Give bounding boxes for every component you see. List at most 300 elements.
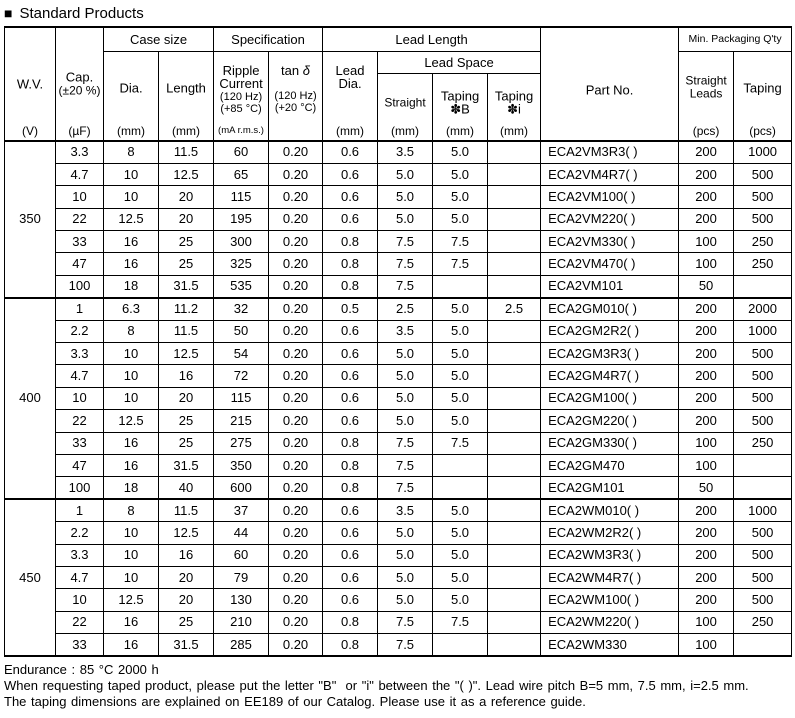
lead-dia-cell: 0.8 (323, 611, 378, 633)
straight-leads-qty-cell: 100 (679, 454, 734, 476)
table-row (5, 387, 792, 409)
straight-lead-space-cell: 5.0 (378, 589, 433, 611)
lead-dia-cell: 0.6 (323, 320, 378, 342)
lead-dia-cell: 0.6 (323, 410, 378, 432)
taping-b-line2: ✽B (450, 101, 470, 117)
length-cell: 25 (159, 432, 214, 454)
ripple-current-cell: 535 (214, 275, 269, 297)
straight-leads-line1: Straight (685, 73, 727, 88)
taping-i-cell (488, 634, 541, 656)
cap-cell: 47 (56, 253, 104, 275)
dia-cell: 16 (104, 231, 159, 253)
tan-delta-cell: 0.20 (269, 365, 323, 387)
lead-dia-cell: 0.8 (323, 231, 378, 253)
table-row (5, 566, 792, 588)
ripple-label (214, 64, 268, 115)
taping-qty-unit: (pcs) (749, 124, 776, 138)
lead-dia-line1: Lead (335, 62, 365, 78)
dia-cell: 10 (104, 387, 159, 409)
ripple-current-cell: 195 (214, 208, 269, 230)
length-cell: 31.5 (159, 275, 214, 297)
straight-leads-qty-cell: 100 (679, 611, 734, 633)
table-row (5, 163, 792, 185)
straight-leads-qty-cell: 200 (679, 365, 734, 387)
taping-qty-cell: 250 (734, 611, 792, 633)
part-no-cell: ECA2VM101 (541, 275, 679, 297)
straight-lead-space-cell: 7.5 (378, 634, 433, 656)
tan-delta-cell: 0.20 (269, 589, 323, 611)
part-no-cell: ECA2WM010( ) (541, 499, 679, 521)
lead-dia-cell: 0.6 (323, 141, 378, 163)
part-no-cell: ECA2VM4R7( ) (541, 163, 679, 185)
straight-leads-qty-cell: 200 (679, 566, 734, 588)
cap-cell: 10 (56, 186, 104, 208)
ripple-current-cell: 275 (214, 432, 269, 454)
group-header-lead-length: Lead Length (323, 27, 541, 51)
length-cell: 16 (159, 544, 214, 566)
ripple-line1: Ripple (222, 62, 260, 78)
taping-i-line2: ✽i (507, 101, 521, 117)
voltage-group (5, 141, 792, 298)
length-cell: 31.5 (159, 634, 214, 656)
dia-cell: 10 (104, 566, 159, 588)
tan-delta-cell: 0.20 (269, 499, 323, 521)
length-unit: (mm) (172, 124, 200, 138)
taping-b-cell: 5.0 (433, 522, 488, 544)
taping-i-cell: 2.5 (488, 298, 541, 320)
tan-delta-cell: 0.20 (269, 544, 323, 566)
group-header-case-size: Case size (104, 27, 214, 51)
table-row (5, 253, 792, 275)
taping-b-label (433, 89, 487, 116)
dia-cell: 12.5 (104, 208, 159, 230)
tan-delta-cell: 0.20 (269, 186, 323, 208)
lead-dia-cell: 0.6 (323, 186, 378, 208)
straight-leads-qty-cell: 200 (679, 522, 734, 544)
dia-cell: 16 (104, 611, 159, 633)
straight-lead-space-cell: 3.5 (378, 499, 433, 521)
ripple-current-cell: 285 (214, 634, 269, 656)
taping-i-cell (488, 566, 541, 588)
cap-cell: 100 (56, 275, 104, 297)
lead-dia-cell: 0.8 (323, 275, 378, 297)
taping-i-cell (488, 253, 541, 275)
straight-leads-qty-cell: 200 (679, 589, 734, 611)
straight-leads-qty-cell: 200 (679, 410, 734, 432)
cap-cell: 47 (56, 454, 104, 476)
tan-delta-cell: 0.20 (269, 320, 323, 342)
straight-leads-qty-cell: 100 (679, 231, 734, 253)
straight-unit: (mm) (391, 124, 419, 138)
table-row (5, 410, 792, 432)
taping-i-line1: Taping (494, 88, 534, 104)
lead-dia-unit: (mm) (336, 124, 364, 138)
tan-delta-line1: tan δ (281, 62, 310, 78)
dia-cell: 8 (104, 141, 159, 163)
length-cell: 20 (159, 589, 214, 611)
cap-cell: 3.3 (56, 544, 104, 566)
dia-cell: 18 (104, 477, 159, 499)
length-cell: 20 (159, 208, 214, 230)
part-no-cell: ECA2GM220( ) (541, 410, 679, 432)
straight-lead-space-cell: 5.0 (378, 186, 433, 208)
taping-i-cell (488, 141, 541, 163)
dia-cell: 10 (104, 522, 159, 544)
wv-unit: (V) (22, 124, 38, 138)
lead-dia-cell: 0.6 (323, 387, 378, 409)
length-cell: 20 (159, 566, 214, 588)
group-header-lead-space: Lead Space (378, 51, 541, 73)
taping-qty-cell: 500 (734, 410, 792, 432)
lead-dia-cell: 0.6 (323, 499, 378, 521)
voltage-group (5, 298, 792, 500)
footnote-endurance: Endurance : 85 °C 2000 h (4, 661, 159, 677)
table-row (5, 477, 792, 499)
ripple-current-cell: 50 (214, 320, 269, 342)
col-header-length (159, 51, 214, 141)
section-title-label: Standard Products (19, 4, 144, 22)
cap-cell: 22 (56, 208, 104, 230)
taping-b-cell: 5.0 (433, 410, 488, 432)
col-header-ripple-current (214, 51, 269, 141)
straight-lead-space-cell: 7.5 (378, 454, 433, 476)
length-cell: 20 (159, 387, 214, 409)
dia-cell: 12.5 (104, 410, 159, 432)
group-header-specification: Specification (214, 27, 323, 51)
ripple-current-cell: 60 (214, 544, 269, 566)
taping-b-cell: 5.0 (433, 163, 488, 185)
ripple-current-cell: 350 (214, 454, 269, 476)
taping-b-cell: 7.5 (433, 611, 488, 633)
tan-delta-cell: 0.20 (269, 275, 323, 297)
dia-cell: 10 (104, 186, 159, 208)
lead-dia-cell: 0.6 (323, 343, 378, 365)
tan-delta-cell: 0.20 (269, 432, 323, 454)
taping-qty-cell: 2000 (734, 298, 792, 320)
part-no-cell: ECA2GM330( ) (541, 432, 679, 454)
straight-lead-space-cell: 5.0 (378, 365, 433, 387)
straight-lead-space-cell: 5.0 (378, 208, 433, 230)
straight-leads-unit: (pcs) (692, 124, 720, 138)
dia-cell: 10 (104, 163, 159, 185)
taping-i-cell (488, 410, 541, 432)
taping-qty-cell (734, 634, 792, 656)
straight-lead-space-cell: 5.0 (378, 163, 433, 185)
wv-label: W.V. (16, 76, 44, 92)
length-cell: 25 (159, 253, 214, 275)
col-header-lead-dia (323, 51, 378, 141)
table-row (5, 231, 792, 253)
part-no-cell: ECA2WM3R3( ) (541, 544, 679, 566)
lead-dia-cell: 0.8 (323, 477, 378, 499)
taping-b-cell: 5.0 (433, 320, 488, 342)
taping-b-cell (433, 454, 488, 476)
cap-cell: 2.2 (56, 522, 104, 544)
length-cell: 25 (159, 231, 214, 253)
taping-i-cell (488, 320, 541, 342)
tan-delta-label (269, 64, 322, 115)
taping-qty-cell: 1000 (734, 141, 792, 163)
col-header-taping-i (488, 73, 541, 141)
taping-qty-cell: 500 (734, 589, 792, 611)
taping-i-cell (488, 477, 541, 499)
taping-qty-cell (734, 477, 792, 499)
taping-i-cell (488, 186, 541, 208)
part-no-cell: ECA2VM3R3( ) (541, 141, 679, 163)
ripple-current-cell: 215 (214, 410, 269, 432)
dia-cell: 18 (104, 275, 159, 297)
table-row (5, 141, 792, 163)
table-row (5, 589, 792, 611)
cap-cell: 4.7 (56, 566, 104, 588)
part-no-cell: ECA2VM220( ) (541, 208, 679, 230)
table-row (5, 298, 792, 320)
cap-unit: (µF) (68, 124, 91, 138)
lead-dia-cell: 0.6 (323, 522, 378, 544)
taping-i-cell (488, 387, 541, 409)
length-cell: 11.5 (159, 320, 214, 342)
part-no-cell: ECA2GM010( ) (541, 298, 679, 320)
part-no-cell: ECA2GM470 (541, 454, 679, 476)
part-no-cell: ECA2WM4R7( ) (541, 566, 679, 588)
straight-leads-qty-cell: 100 (679, 634, 734, 656)
lead-dia-cell: 0.8 (323, 634, 378, 656)
taping-i-cell (488, 611, 541, 633)
dia-cell: 8 (104, 499, 159, 521)
col-header-cap (56, 27, 104, 141)
lead-dia-cell: 0.8 (323, 253, 378, 275)
taping-b-cell: 5.0 (433, 208, 488, 230)
spacer (269, 77, 322, 90)
col-header-straight-leads (679, 51, 734, 141)
straight-lead-space-cell: 5.0 (378, 387, 433, 409)
dia-cell: 10 (104, 544, 159, 566)
tan-delta-cell: 0.20 (269, 611, 323, 633)
cap-cell: 10 (56, 589, 104, 611)
ripple-line3: (120 Hz) (219, 90, 263, 103)
length-cell: 11.5 (159, 499, 214, 521)
col-header-dia (104, 51, 159, 141)
col-header-taping-b (433, 73, 488, 141)
lead-dia-cell: 0.8 (323, 454, 378, 476)
cap-cell: 1 (56, 298, 104, 320)
dia-cell: 8 (104, 320, 159, 342)
section-title (4, 3, 791, 23)
cap-cell: 10 (56, 387, 104, 409)
cap-cell: 100 (56, 477, 104, 499)
taping-qty-cell: 500 (734, 186, 792, 208)
dia-cell: 12.5 (104, 589, 159, 611)
cap-label-line2: (±20 %) (58, 83, 101, 97)
lead-dia-cell: 0.5 (323, 298, 378, 320)
part-no-cell: ECA2WM220( ) (541, 611, 679, 633)
straight-leads-qty-cell: 100 (679, 253, 734, 275)
cap-label-line1: Cap. (65, 69, 94, 85)
lead-dia-line2: Dia. (338, 76, 362, 91)
taping-qty-cell: 500 (734, 566, 792, 588)
table-row (5, 454, 792, 476)
taping-qty-cell (734, 275, 792, 297)
straight-lead-space-cell: 5.0 (378, 544, 433, 566)
voltage-group (5, 499, 792, 656)
taping-b-cell (433, 477, 488, 499)
taping-i-label (488, 89, 540, 116)
tan-delta-cell: 0.20 (269, 231, 323, 253)
taping-i-cell (488, 208, 541, 230)
straight-lead-space-cell: 2.5 (378, 298, 433, 320)
col-header-taping-qty (734, 51, 792, 141)
tan-delta-cell: 0.20 (269, 253, 323, 275)
cap-label (56, 71, 103, 98)
taping-qty-cell: 250 (734, 231, 792, 253)
tan-delta-cell: 0.20 (269, 522, 323, 544)
straight-label: Straight (384, 95, 426, 109)
length-cell: 25 (159, 410, 214, 432)
part-no-cell: ECA2GM4R7( ) (541, 365, 679, 387)
taping-qty-label: Taping (743, 80, 782, 96)
dia-cell: 6.3 (104, 298, 159, 320)
straight-lead-space-cell: 7.5 (378, 231, 433, 253)
straight-lead-space-cell: 3.5 (378, 320, 433, 342)
straight-leads-qty-cell: 50 (679, 477, 734, 499)
lead-dia-cell: 0.6 (323, 589, 378, 611)
table-row (5, 634, 792, 656)
taping-i-cell (488, 499, 541, 521)
dia-cell: 10 (104, 343, 159, 365)
dia-unit: (mm) (117, 124, 145, 138)
cap-cell: 4.7 (56, 163, 104, 185)
length-cell: 12.5 (159, 343, 214, 365)
tan-delta-cell: 0.20 (269, 298, 323, 320)
length-cell: 12.5 (159, 163, 214, 185)
straight-leads-qty-cell: 100 (679, 432, 734, 454)
table-row (5, 432, 792, 454)
tan-delta-cell: 0.20 (269, 477, 323, 499)
taping-qty-cell: 500 (734, 208, 792, 230)
taping-b-cell: 5.0 (433, 343, 488, 365)
lead-dia-cell: 0.6 (323, 163, 378, 185)
part-no-cell: ECA2GM100( ) (541, 387, 679, 409)
table-row (5, 186, 792, 208)
taping-qty-cell: 250 (734, 253, 792, 275)
taping-i-cell (488, 522, 541, 544)
taping-qty-cell (734, 454, 792, 476)
part-no-cell: ECA2WM100( ) (541, 589, 679, 611)
taping-i-cell (488, 432, 541, 454)
straight-leads-qty-cell: 200 (679, 387, 734, 409)
wv-cell: 350 (5, 141, 56, 298)
dia-cell: 16 (104, 253, 159, 275)
tan-delta-line3: (120 Hz) (274, 90, 317, 102)
col-header-straight (378, 73, 433, 141)
part-no-cell: ECA2GM2R2( ) (541, 320, 679, 342)
taping-b-cell (433, 275, 488, 297)
straight-leads-qty-cell: 50 (679, 275, 734, 297)
taping-qty-cell: 1000 (734, 499, 792, 521)
cap-cell: 22 (56, 611, 104, 633)
taping-qty-cell: 500 (734, 343, 792, 365)
part-no-label: Part No. (585, 81, 634, 97)
col-header-tan-delta (269, 51, 323, 141)
ripple-current-cell: 600 (214, 477, 269, 499)
taping-b-cell: 7.5 (433, 432, 488, 454)
taping-b-cell: 7.5 (433, 231, 488, 253)
straight-lead-space-cell: 7.5 (378, 432, 433, 454)
table-row (5, 611, 792, 633)
taping-b-cell (433, 634, 488, 656)
taping-b-unit: (mm) (446, 124, 474, 138)
tan-delta-line4: (+20 °C) (274, 102, 317, 114)
ripple-current-cell: 300 (214, 231, 269, 253)
wv-cell: 400 (5, 298, 56, 500)
table-row (5, 544, 792, 566)
tan-delta-cell: 0.20 (269, 410, 323, 432)
straight-lead-space-cell: 5.0 (378, 343, 433, 365)
ripple-current-cell: 32 (214, 298, 269, 320)
straight-leads-qty-cell: 200 (679, 499, 734, 521)
ripple-current-cell: 115 (214, 186, 269, 208)
taping-b-cell: 5.0 (433, 589, 488, 611)
ripple-current-cell: 54 (214, 343, 269, 365)
cap-cell: 22 (56, 410, 104, 432)
tan-delta-cell: 0.20 (269, 208, 323, 230)
length-cell: 40 (159, 477, 214, 499)
part-no-cell: ECA2WM330 (541, 634, 679, 656)
straight-leads-line2: Leads (689, 86, 723, 101)
straight-lead-space-cell: 5.0 (378, 566, 433, 588)
length-cell: 11.5 (159, 141, 214, 163)
straight-leads-qty-cell: 200 (679, 298, 734, 320)
table-row (5, 365, 792, 387)
straight-leads-label (679, 74, 733, 101)
taping-b-cell: 5.0 (433, 298, 488, 320)
tan-delta-cell: 0.20 (269, 141, 323, 163)
ripple-current-cell: 60 (214, 141, 269, 163)
ripple-current-cell: 79 (214, 566, 269, 588)
table-row (5, 208, 792, 230)
taping-b-cell: 5.0 (433, 566, 488, 588)
dia-cell: 10 (104, 365, 159, 387)
length-cell: 25 (159, 611, 214, 633)
table-row (5, 320, 792, 342)
ripple-current-cell: 115 (214, 387, 269, 409)
length-cell: 31.5 (159, 454, 214, 476)
table-row (5, 522, 792, 544)
taping-i-unit: (mm) (500, 124, 529, 138)
ripple-current-cell: 325 (214, 253, 269, 275)
tan-delta-cell: 0.20 (269, 454, 323, 476)
ripple-line4: (+85 °C) (220, 102, 262, 115)
black-square-icon: ■ (4, 5, 13, 21)
taping-b-cell: 5.0 (433, 387, 488, 409)
straight-lead-space-cell: 7.5 (378, 275, 433, 297)
straight-lead-space-cell: 3.5 (378, 141, 433, 163)
taping-qty-cell: 500 (734, 544, 792, 566)
header-row-groups (5, 27, 792, 51)
footnotes (4, 662, 791, 710)
part-no-cell: ECA2GM3R3( ) (541, 343, 679, 365)
footnote-taping-request: When requesting taped product, please put the letter "B" or "i" between the "( )". Lead wire pitch B=5 mm, 7.5 mm, i=2.5 mm. (4, 677, 749, 693)
lead-dia-label (323, 64, 377, 91)
ripple-current-cell: 72 (214, 365, 269, 387)
part-no-cell: ECA2WM2R2( ) (541, 522, 679, 544)
tan-delta-cell: 0.20 (269, 634, 323, 656)
taping-b-cell: 5.0 (433, 499, 488, 521)
taping-b-cell: 5.0 (433, 365, 488, 387)
ripple-current-cell: 44 (214, 522, 269, 544)
taping-i-cell (488, 589, 541, 611)
taping-b-cell: 7.5 (433, 253, 488, 275)
